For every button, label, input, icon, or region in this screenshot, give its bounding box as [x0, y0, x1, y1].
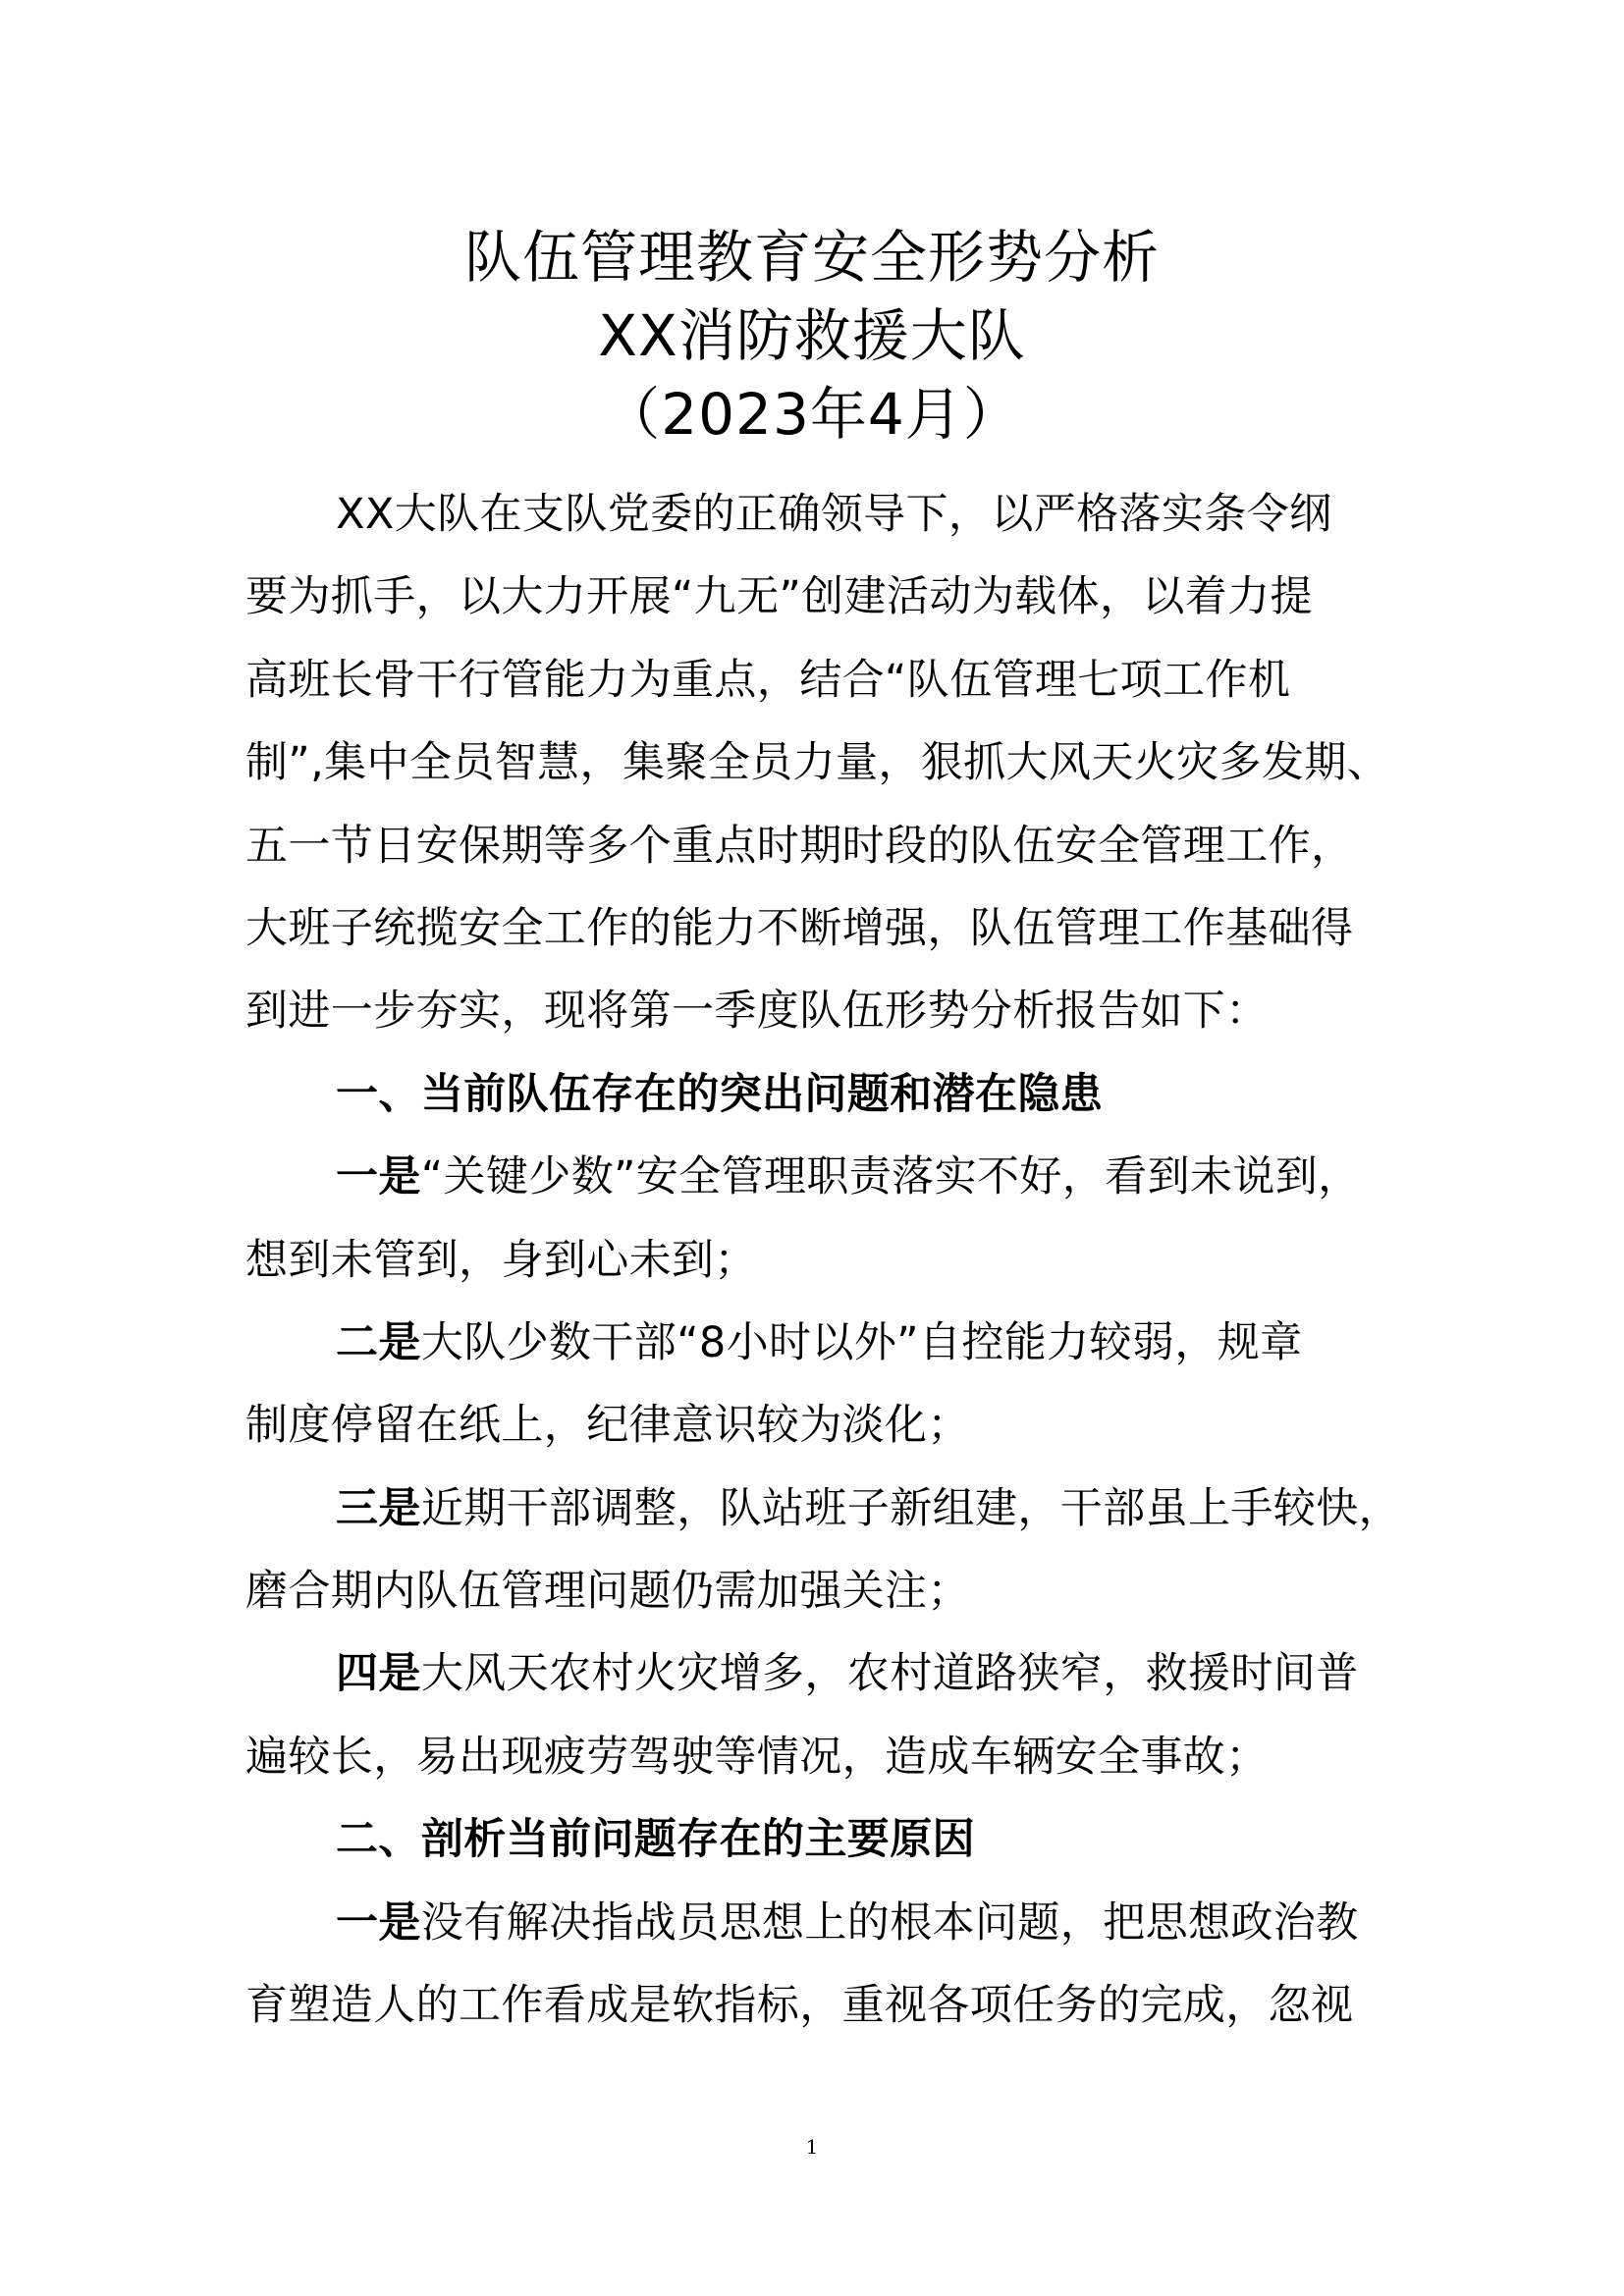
title-line-main: 队伍管理教育安全形势分析: [463, 224, 1160, 291]
section-heading-2: 二、剖析当前问题存在的主要原因: [336, 1815, 975, 1865]
title-line-unit: XX消防救援大队: [598, 302, 1026, 369]
item-lead: 三是: [336, 1483, 421, 1533]
text-line: 高班长骨干行管能力为重点，结合“队伍管理七项工作机: [245, 655, 1291, 705]
text-line: 育塑造人的工作看成是软指标，重视各项任务的完成，忽视: [245, 1981, 1354, 2031]
section-heading-1: 一、当前队伍存在的突出问题和潜在隐患: [336, 1069, 1104, 1119]
item-lead: 二是: [336, 1317, 421, 1367]
item-text: 大风天农村火灾增多，农村道路狭窄，救援时间普: [420, 1649, 1359, 1699]
issue-item-3: [245, 1468, 1402, 1633]
item-text: 近期干部调整，队站班子新组建，干部虽上手较快，: [420, 1483, 1402, 1533]
issue-item-4: [245, 1632, 1379, 1798]
text-line: [245, 1136, 1379, 1218]
cause-item-1: [245, 1882, 1379, 2048]
page-number: 1: [805, 2135, 819, 2159]
text-line: 想到未管到，身到心未到；: [245, 1235, 757, 1285]
item-lead: 一是: [336, 1897, 421, 1948]
title-line-date: （2023年4月）: [603, 381, 1021, 448]
document-title: [245, 218, 1379, 454]
issue-item-1: [245, 1136, 1379, 1302]
issue-item-2: [245, 1302, 1379, 1468]
text-line: 要为抓手，以大力开展“九无”创建活动为载体，以着力提: [245, 572, 1313, 622]
intro-paragraph: [245, 473, 1390, 1053]
item-text: 没有解决指战员思想上的根本问题，把思想政治教: [420, 1897, 1359, 1948]
item-text: “关键少数”安全管理职责落实不好，看到未说到，: [420, 1152, 1361, 1202]
document-body: [245, 473, 1402, 2047]
text-line: 大班子统揽安全工作的能力不断增强，队伍管理工作基础得: [245, 903, 1354, 953]
text-line: XX大队在支队党委的正确领导下，以严格落实条令纲: [336, 490, 1332, 539]
text-line: 五一节日安保期等多个重点时期时段的队伍安全管理工作，: [245, 821, 1354, 871]
text-line: 磨合期内队伍管理问题仍需加强关注；: [245, 1567, 970, 1617]
text-line: [245, 1882, 1379, 1964]
item-lead: 一是: [336, 1152, 421, 1202]
text-line: 遍较长，易出现疲劳驾驶等情况，造成车辆安全事故；: [245, 1732, 1269, 1782]
text-line: [245, 1632, 1379, 1715]
item-lead: 四是: [336, 1649, 421, 1699]
text-line: 到进一步夯实，现将第一季度队伍形势分析报告如下：: [245, 987, 1269, 1037]
text-line: [245, 1302, 1379, 1384]
item-text: 大队少数干部“8小时以外”自控能力较弱，规章: [420, 1317, 1303, 1367]
text-line: 制”,集中全员智慧，集聚全员力量，狠抓大风天火灾多发期、: [245, 738, 1390, 788]
text-line: [245, 1468, 1402, 1550]
text-line: 制度停留在纸上，纪律意识较为淡化；: [245, 1401, 970, 1451]
